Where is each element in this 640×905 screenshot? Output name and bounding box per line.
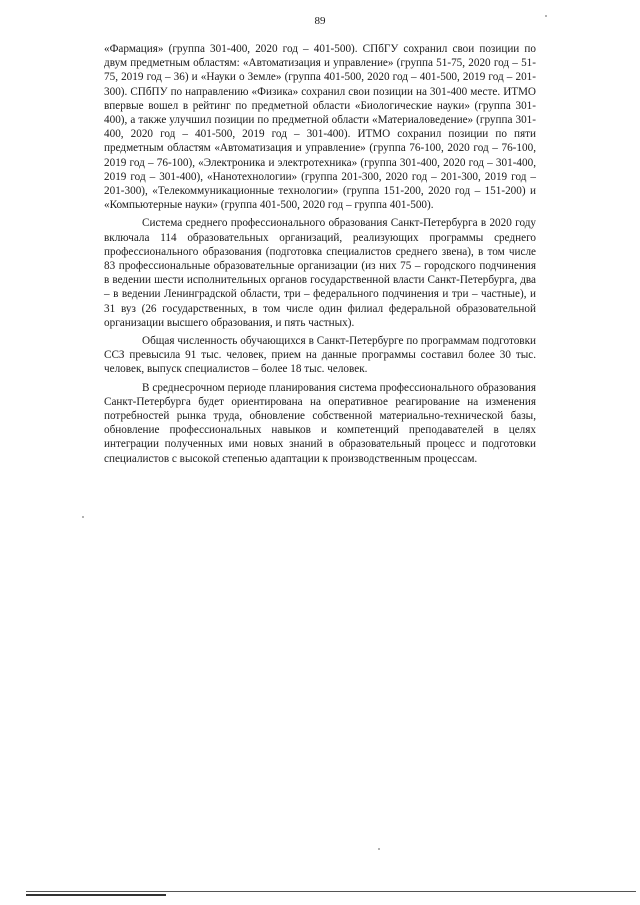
page-bottom-rule xyxy=(26,891,636,892)
paragraph-student-count: Общая численность обучающихся в Санкт-Петербурге по программам подготовки ССЗ превысила 91 тыс. человек, прием на данные программы составил более 30 тыс. человек, выпуск специалистов – более 18 тыс. человек. xyxy=(104,335,536,376)
scan-speck xyxy=(82,516,84,518)
paragraph-spo-system: Система среднего профессионального образования Санкт-Петербурга в 2020 году включала 114 образовательных организаций, реализующих программы среднего профессионального образования (подготовка специалистов среднего звена), в том числе 83 профессиональные образовательные организации (из них 75 – городского подчинения в ведении шести исполнительных органов государственной власти Санкт-Петербурга, два – в ведении Ленинградской области, три – федерального подчинения и три – частные), и 31 вуз (26 государственных, в том числе один филиал федеральной образовательной организации высшего образования, и пять частных). xyxy=(104,217,536,329)
page-bottom-rule-thick xyxy=(26,894,166,896)
scan-speck xyxy=(545,15,547,17)
paragraph-medium-term-plan: В среднесрочном периоде планирования система профессионального образования Санкт-Петербурга будет ориентирована на оперативное реагирование на изменения потребностей рынка труда, обновление собственной материально-технической базы, обновление профессиональных навыков и компетенций преподавателей в целях интеграции полученных ими новых знаний в образовательный процесс и подготовки специалистов с высокой степенью адаптации к производственным процессам. xyxy=(104,381,536,465)
body-text xyxy=(104,42,536,470)
paragraph-rankings: «Фармация» (группа 301-400, 2020 год – 401-500). СПбГУ сохранил свои позиции по двум предметным областям: «Автоматизация и управление» (группа 51-75, 2020 год – 51-75, 2019 год – 36) и «Науки о Земле» (группа 401-500, 2020 год – 401-500, 2019 год – 201-300). СПбПУ по направлению «Физика» сохранил свои позиции на 301-400 месте. ИТМО впервые вошел в рейтинг по предметной области «Биологические науки» (группа 301-400), а также улучшил позиции по предметной области «Материаловедение» (группа 301-400, 2020 год – 401-500, 2019 год – 301-400). ИТМО сохранил позиции по пяти предметным областям «Автоматизация и управление» (группа 76-100, 2020 год – 76-100, 2019 год – 76-100), «Электроника и электротехника» (группа 301-400, 2020 год – 301-400, 2019 год – 301-400), «Нанотехнологии» (группа 201-300, 2020 год – 201-300, 2019 год – 201-300), «Телекоммуникационные технологии» (группа 151-200, 2020 год – 151-200) и «Компьютерные науки» (группа 401-500, 2020 год – группа 401-500). xyxy=(104,43,536,212)
scan-speck xyxy=(378,848,380,850)
page-number: 89 xyxy=(314,15,326,27)
